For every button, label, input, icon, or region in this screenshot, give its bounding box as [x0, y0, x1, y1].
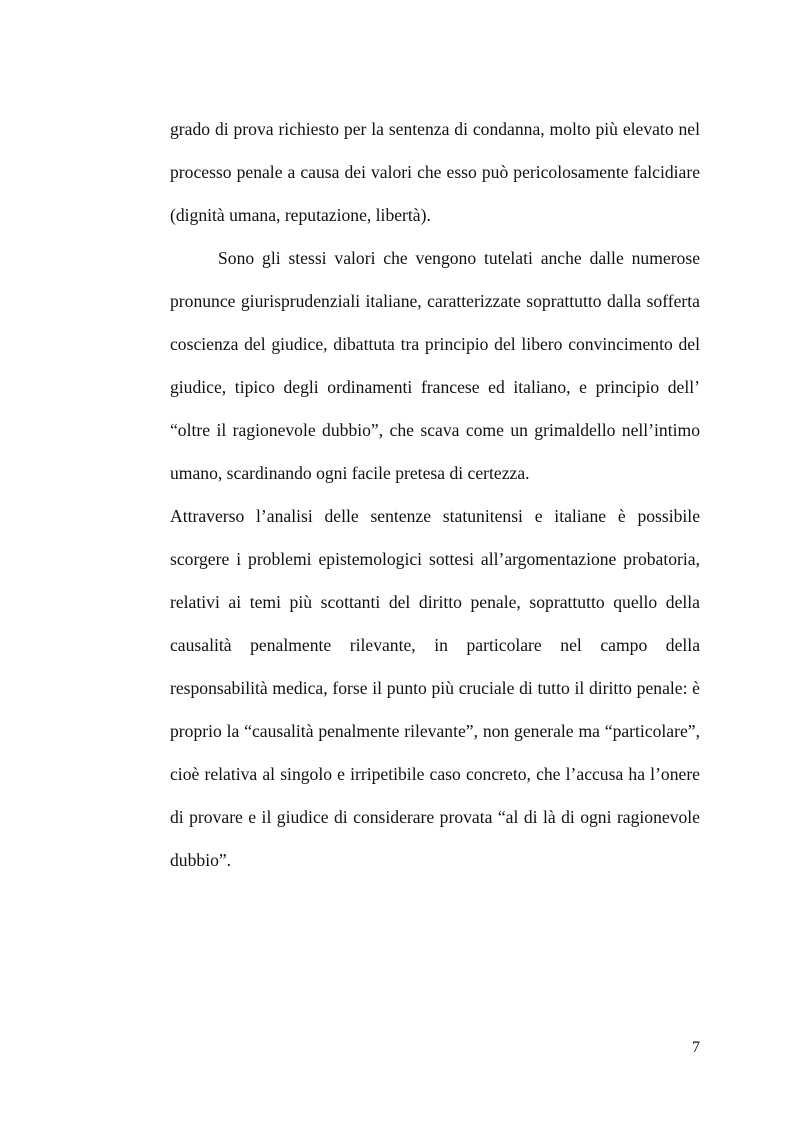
page-number: 7	[692, 1039, 700, 1056]
paragraph-2: Sono gli stessi valori che vengono tutelati anche dalle numerose pronunce giurisprudenziali italiane, caratterizzate soprattutto dalla sofferta coscienza del giudice, dibattuta tra principio del libero convincimento del giudice, tipico degli ordinamenti francese ed italiano, e principio dell’ “oltre il ragionevole dubbio”, che scava come un grimaldello nell’intimo umano, scardinando ogni facile pretesa di certezza.	[170, 248, 700, 483]
paragraph-3: Attraverso l’analisi delle sentenze statunitensi e italiane è possibile scorgere i problemi epistemologici sottesi all’argomentazione probatoria, relativi ai temi più scottanti del diritto penale, soprattutto quello della causalità penalmente rilevante, in particolare nel campo della responsabilità medica, forse il punto più cruciale di tutto il diritto penale: è proprio la “causalità penalmente rilevante”, non generale ma “particolare”, cioè relativa al singolo e irripetibile caso concreto, che l’accusa ha l’onere di provare e il giudice di considerare provata “al di là di ogni ragionevole dubbio”.	[170, 506, 700, 870]
paragraph-1: grado di prova richiesto per la sentenza di condanna, molto più elevato nel processo penale a causa dei valori che esso può pericolosamente falcidiare (dignità umana, reputazione, libertà).	[170, 119, 700, 225]
body-text	[170, 108, 700, 882]
